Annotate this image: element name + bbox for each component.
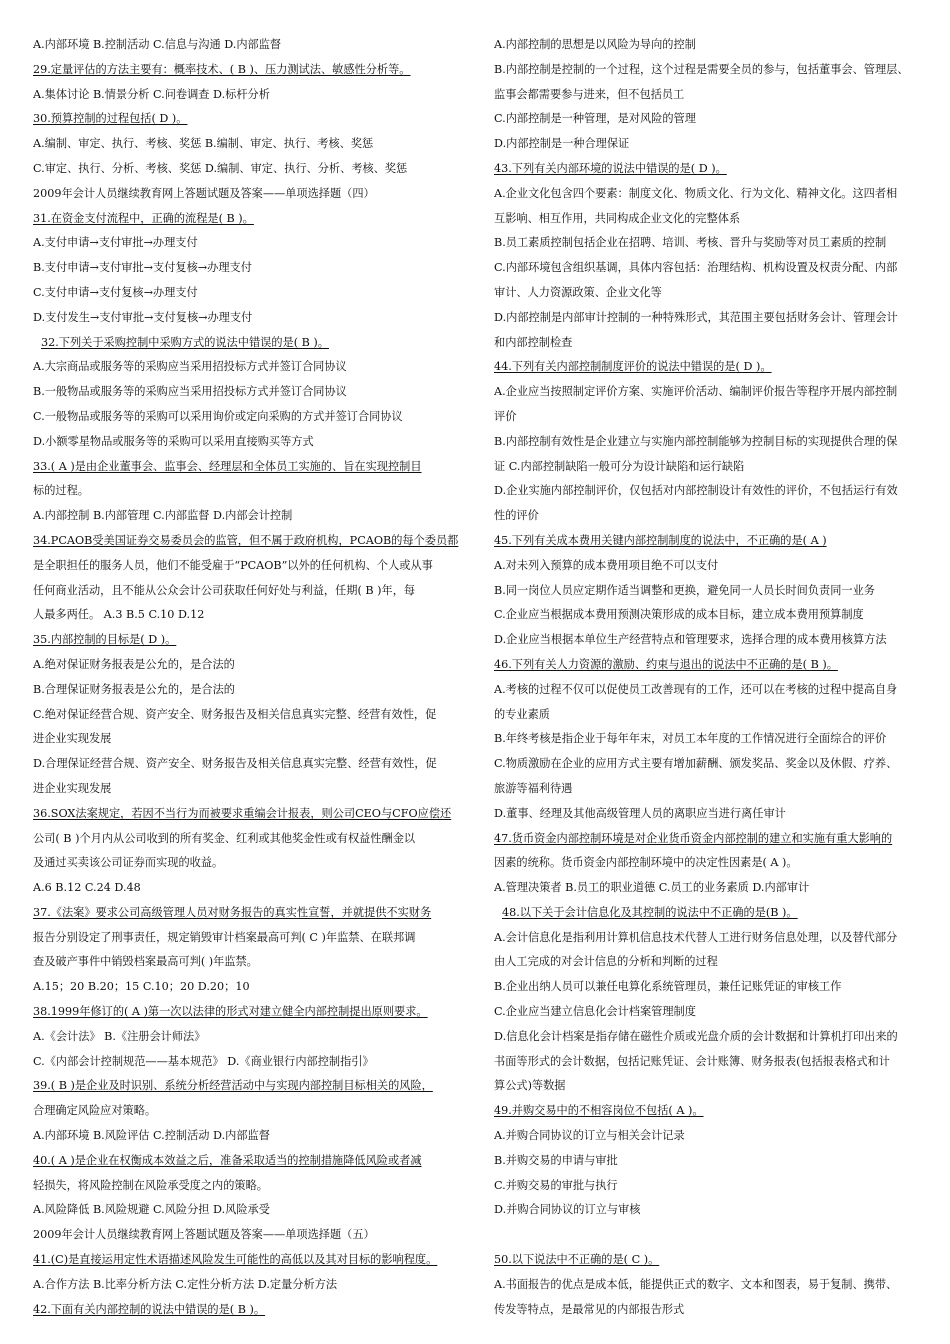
text-line: D.信息化会计档案是指存储在磁性介质或光盘介质的会计数据和计算机打印出来的	[494, 1029, 898, 1043]
text-line: B.员工素质控制包括企业在招聘、培训、考核、晋升与奖励等对员工素质的控制	[494, 236, 887, 250]
text-line	[494, 1223, 934, 1248]
question-line: 50.以下说法中不正确的是( C )。	[494, 1253, 660, 1267]
text-line: 性的评价	[494, 509, 539, 523]
text-line: C.企业应当建立信息化会计档案管理制度	[494, 1005, 696, 1019]
text-line: B.一般物品或服务等的采购应当采用招投标方式并签订合同协议	[33, 385, 347, 399]
text-line: A.大宗商品或服务等的采购应当采用招投标方式并签订合同协议	[33, 360, 347, 374]
text-line: A.《会计法》 B.《注册会计师法》	[33, 1029, 206, 1043]
text-line: 书面等形式的会计数据，包括记账凭证、会计账簿、财务报表(包括报表格式和计	[494, 1054, 890, 1068]
text-line: D.并购合同协议的订立与审核	[494, 1203, 641, 1217]
text-line: A.内部控制 B.内部管理 C.内部监督 D.内部会计控制	[33, 509, 293, 523]
text-line: A.内部环境 B.风险评估 C.控制活动 D.内部监督	[33, 1129, 270, 1143]
text-line: A.对未列入预算的成本费用项目绝不可以支付	[494, 558, 719, 572]
question-line: 33.( A )是由企业董事会、监事会、经理层和全体员工实施的、旨在实现控制目	[33, 459, 422, 473]
text-line: C.并购交易的审批与执行	[494, 1178, 618, 1192]
text-line: 标的过程。	[33, 484, 89, 498]
text-line: B.内部控制是控制的一个过程，这个过程是需要全员的参与，包括董事会、管理层、	[494, 62, 909, 76]
text-line: A.会计信息化是指利用计算机信息技术代替人工进行财务信息处理，以及替代部分	[494, 930, 898, 944]
question-line: 30.预算控制的过程包括( D )。	[33, 112, 188, 126]
text-line: A.管理决策者 B.员工的职业道德 C.员工的业务素质 D.内部审计	[494, 881, 810, 895]
text-line: B.合理保证财务报表是公允的，是合法的	[33, 682, 235, 696]
text-line: C.一般物品或服务等的采购可以采用询价或定向采购的方式并签订合同协议	[33, 409, 403, 423]
question-line: 38.1999年修订的( A )第一次以法律的形式对建立健全内部控制提出原则要求。	[33, 1005, 428, 1019]
question-line: 32.下列关于采购控制中采购方式的说法中错误的是( B )。	[41, 335, 329, 349]
text-line: 轻损失，将风险控制在风险承受度之内的策略。	[33, 1178, 268, 1192]
question-line: 34.PCAOB受美国证券交易委员会的监管，但不属于政府机构，PCAOB的每个委员都	[33, 533, 459, 547]
question-line: 40.( A )是企业在权衡成本效益之后，准备采取适当的控制措施降低风险或者减	[33, 1153, 422, 1167]
text-line: 公司( B )个月内从公司收到的所有奖金、红利或其他奖金性或有权益性酬金以	[33, 831, 416, 845]
text-line: 任何商业活动，且不能从公众会计公司获取任何好处与利益，任期( B )年，每	[33, 583, 416, 597]
text-line: 传发等特点，是最常见的内部报告形式	[494, 1302, 685, 1316]
question-line: 35.内部控制的目标是( D )。	[33, 633, 177, 647]
text-line: 进企业实现发展	[33, 781, 112, 795]
text-line: A.内部环境 B.控制活动 C.信息与沟通 D.内部监督	[33, 38, 282, 51]
text-line: A.并购合同协议的订立与相关会计记录	[494, 1129, 685, 1143]
question-line: 39.( B )是企业及时识别、系统分析经营活动中与实现内部控制目标相关的风险，	[33, 1079, 433, 1093]
question-line: 45.下列有关成本费用关键内部控制制度的说法中，不正确的是( A )	[494, 533, 827, 547]
question-line: 43.下列有关内部环境的说法中错误的是( D )。	[494, 161, 727, 175]
text-line: 审计、人力资源政策、企业文化等	[494, 285, 662, 299]
text-line: 因素的统称。货币资金内部控制环境中的决定性因素是( A )。	[494, 856, 798, 870]
text-line: C.内部环境包含组织基调，具体内容包括：治理结构、机构设置及权责分配、内部	[494, 261, 898, 275]
text-line: 人最多两任。 A.3 B.5 C.10 D.12	[33, 608, 205, 622]
text-line: A.合作方法 B.比率分析方法 C.定性分析方法 D.定量分析方法	[33, 1277, 338, 1291]
text-line: A.集体讨论 B.情景分析 C.问卷调查 D.标杆分析	[33, 87, 270, 101]
text-line: A.考核的过程不仅可以促使员工改善现有的工作，还可以在考核的过程中提高自身	[494, 682, 898, 696]
text-line: A.编制、审定、执行、考核、奖惩 B.编制、审定、执行、考核、奖惩	[33, 137, 374, 151]
text-line: B.同一岗位人员应定期作适当调整和更换，避免同一人员长时间负责同一业务	[494, 583, 875, 597]
text-line: 算公式)等数据	[494, 1079, 566, 1093]
text-line: D.企业应当根据本单位生产经营特点和管理要求，选择合理的成本费用核算方法	[494, 633, 887, 647]
text-line: 报告分别设定了刑事责任，规定销毁审计档案最高可判( C )年监禁、在联邦调	[33, 930, 416, 944]
text-line: D.内部控制是内部审计控制的一种特殊形式，其范围主要包括财务会计、管理会计	[494, 310, 898, 324]
text-line: C.支付申请→支付复核→办理支付	[33, 285, 198, 299]
question-line: 29.定量评估的方法主要有：概率技术、( B )、压力测试法、敏感性分析等。	[33, 62, 411, 76]
text-line: 是全职担任的服务人员，他们不能受雇于“PCAOB”以外的任何机构、个人或从事	[33, 558, 433, 572]
text-line: D.支付发生→支付审批→支付复核→办理支付	[33, 310, 253, 324]
text-line: 进企业实现发展	[33, 732, 112, 746]
text-line: 评价	[494, 409, 517, 423]
question-line: 49.并购交易中的不相容岗位不包括( A )。	[494, 1104, 704, 1118]
text-line: D.小额零星物品或服务等的采购可以采用直接购买等方式	[33, 434, 314, 448]
text-line: B.企业出纳人员可以兼任电算化系统管理员，兼任记账凭证的审核工作	[494, 980, 842, 994]
text-line: C.审定、执行、分析、考核、奖惩 D.编制、审定、执行、分析、考核、奖惩	[33, 161, 408, 175]
text-line: 2009年会计人员继续教育网上答题试题及答案——单项选择题（五）	[33, 1228, 375, 1242]
question-line: 36.SOX法案规定，若因不当行为而被要求重编会计报表，则公司CEO与CFO应偿还	[33, 806, 452, 820]
text-line: 证 C.内部控制缺陷一般可分为设计缺陷和运行缺陷	[494, 459, 745, 473]
text-line: A.支付申请→支付审批→办理支付	[33, 236, 198, 250]
text-line: D.合理保证经营合规、资产安全、财务报告及相关信息真实完整、经营有效性，促	[33, 757, 437, 771]
text-line: C.内部控制是一种管理，是对风险的管理	[494, 112, 696, 126]
right-column	[494, 33, 934, 1322]
left-column	[33, 33, 473, 1322]
question-line: 42.下面有关内部控制的说法中错误的是( B )。	[33, 1302, 266, 1316]
text-line: B.内部控制有效性是企业建立与实施内部控制能够为控制目标的实现提供合理的保	[494, 434, 898, 448]
question-line: 48.以下关于会计信息化及其控制的说法中不正确的是(B )。	[502, 905, 798, 919]
text-line: 和内部控制检查	[494, 335, 573, 349]
text-line: C.《内部会计控制规范——基本规范》 D.《商业银行内部控制指引》	[33, 1054, 374, 1068]
text-line: 监事会都需要参与进来，但不包括员工	[494, 87, 685, 101]
text-line: A.绝对保证财务报表是公允的，是合法的	[33, 657, 235, 671]
text-line: 2009年会计人员继续教育网上答题试题及答案——单项选择题（四）	[33, 186, 375, 200]
text-line: A.企业应当按照制定评价方案、实施评价活动、编制评价报告等程序开展内部控制	[494, 385, 898, 399]
question-line: 47.货币资金内部控制环境是对企业货币资金内部控制的建立和实施有重大影响的	[494, 831, 893, 845]
text-line: 互影响、相互作用，共同构成企业文化的完整体系	[494, 211, 741, 225]
text-line: A.书面报告的优点是成本低，能提供正式的数字、文本和图表，易于复制、携带、	[494, 1277, 898, 1291]
question-line: 44.下列有关内部控制制度评价的说法中错误的是( D )。	[494, 360, 772, 374]
question-line: 31.在资金支付流程中，正确的流程是( B )。	[33, 211, 254, 225]
text-line: D.董事、经理及其他高级管理人员的离职应当进行离任审计	[494, 806, 786, 820]
text-line: C.企业应当根据成本费用预测决策形成的成本目标，建立成本费用预算制度	[494, 608, 864, 622]
text-line: 由人工完成的对会计信息的分析和判断的过程	[494, 955, 718, 969]
text-line: C.绝对保证经营合规、资产安全、财务报告及相关信息真实完整、经营有效性，促	[33, 707, 437, 721]
text-line: 的专业素质	[494, 707, 550, 721]
text-line: B.并购交易的申请与审批	[494, 1153, 618, 1167]
text-line: A.风险降低 B.风险规避 C.风险分担 D.风险承受	[33, 1203, 270, 1217]
text-line: D.内部控制是一种合理保证	[494, 137, 630, 151]
text-line: C.物质激励在企业的应用方式主要有增加薪酬、颁发奖品、奖金以及休假、疗养、	[494, 757, 898, 771]
question-line: 37.《法案》要求公司高级管理人员对财务报告的真实性宣誓，并就提供不实财务	[33, 905, 432, 919]
text-line: B.支付申请→支付审批→支付复核→办理支付	[33, 261, 252, 275]
text-line: 及通过买卖该公司证券而实现的收益。	[33, 856, 224, 870]
text-line: 查及破产事件中销毁档案最高可判( )年监禁。	[33, 955, 258, 969]
text-line: A.6 B.12 C.24 D.48	[33, 881, 141, 895]
text-line: A.内部控制的思想是以风险为导向的控制	[494, 38, 696, 51]
text-line: B.年终考核是指企业于每年年末，对员工本年度的工作情况进行全面综合的评价	[494, 732, 887, 746]
text-line: D.企业实施内部控制评价，仅包括对内部控制设计有效性的评价，不包括运行有效	[494, 484, 898, 498]
text-line: A.企业文化包含四个要素：制度文化、物质文化、行为文化、精神文化。这四者相	[494, 186, 898, 200]
text-line: 旅游等福利待遇	[494, 781, 573, 795]
text-line: A.15；20 B.20；15 C.10；20 D.20；10	[33, 980, 250, 994]
text-line: 合理确定风险应对策略。	[33, 1104, 157, 1118]
question-line: 41.(C)是直接运用定性术语描述风险发生可能性的高低以及其对目标的影响程度。	[33, 1253, 438, 1267]
question-line: 46.下列有关人力资源的激励、约束与退出的说法中不正确的是( B )。	[494, 657, 838, 671]
